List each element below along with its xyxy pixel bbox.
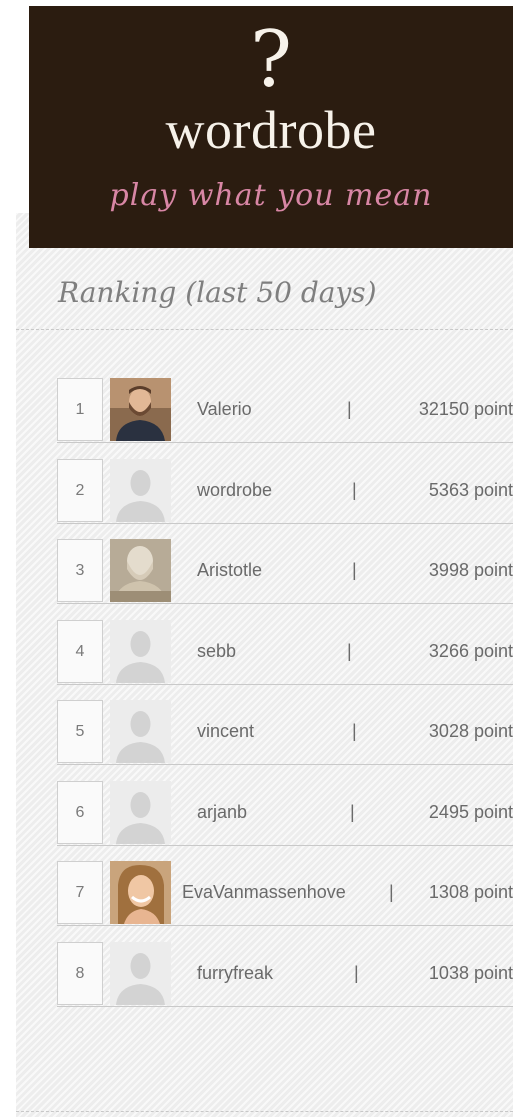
ranking-row[interactable] xyxy=(57,942,513,1007)
logo-text: wordrobe xyxy=(165,100,377,160)
points: 32150 point xyxy=(418,399,513,419)
divider xyxy=(16,1111,513,1112)
username[interactable]: sebb xyxy=(197,640,237,661)
rank-number: 6 xyxy=(57,781,103,844)
logo-question-mark: ? xyxy=(250,15,292,105)
points: 2495 point xyxy=(428,801,513,822)
username[interactable]: wordrobe xyxy=(197,479,273,500)
ranking-row[interactable] xyxy=(57,459,513,524)
username[interactable]: furryfreak xyxy=(197,962,274,983)
separator: | xyxy=(352,560,357,580)
ranking-row[interactable] xyxy=(57,539,513,604)
separator: | xyxy=(347,640,352,661)
separator: | xyxy=(352,479,357,500)
username[interactable]: vincent xyxy=(197,721,255,741)
ranking-row[interactable] xyxy=(57,861,513,926)
tagline: play what you mean xyxy=(109,178,433,213)
avatar[interactable] xyxy=(110,378,171,441)
avatar[interactable] xyxy=(110,942,171,1005)
separator: | xyxy=(350,801,355,822)
avatar[interactable] xyxy=(110,539,171,602)
avatar[interactable] xyxy=(110,620,171,683)
points: 3266 point xyxy=(428,640,513,661)
ranking-row[interactable] xyxy=(57,378,513,443)
rank-number: 3 xyxy=(57,539,103,602)
separator: | xyxy=(389,882,394,902)
rank-number: 7 xyxy=(57,861,103,924)
username[interactable]: Valerio xyxy=(197,399,252,419)
username[interactable]: Aristotle xyxy=(197,560,263,580)
username[interactable]: arjanb xyxy=(197,801,248,822)
points: 5363 point xyxy=(428,479,513,500)
avatar[interactable] xyxy=(110,459,171,522)
ranking-row[interactable] xyxy=(57,620,513,685)
rank-number: 4 xyxy=(57,620,103,683)
separator: | xyxy=(354,962,359,983)
avatar[interactable] xyxy=(110,700,171,763)
points: 1038 point xyxy=(428,962,513,983)
points: 3028 point xyxy=(428,721,513,741)
avatar[interactable] xyxy=(110,781,171,844)
separator: | xyxy=(347,399,352,419)
avatar[interactable] xyxy=(110,861,171,924)
points: 3998 point xyxy=(428,560,513,580)
rank-number: 5 xyxy=(57,700,103,763)
divider xyxy=(16,329,513,330)
site-header[interactable] xyxy=(29,6,513,248)
ranking-row[interactable] xyxy=(57,781,513,846)
separator: | xyxy=(352,721,357,741)
ranking-list xyxy=(57,378,513,1022)
ranking-title: Ranking (last 50 days) xyxy=(58,276,377,309)
rank-number: 8 xyxy=(57,942,103,1005)
rank-number: 1 xyxy=(57,378,103,441)
username[interactable]: EvaVanmassenhove xyxy=(182,882,346,902)
ranking-row[interactable] xyxy=(57,700,513,765)
points: 1308 point xyxy=(428,882,513,902)
rank-number: 2 xyxy=(57,459,103,522)
